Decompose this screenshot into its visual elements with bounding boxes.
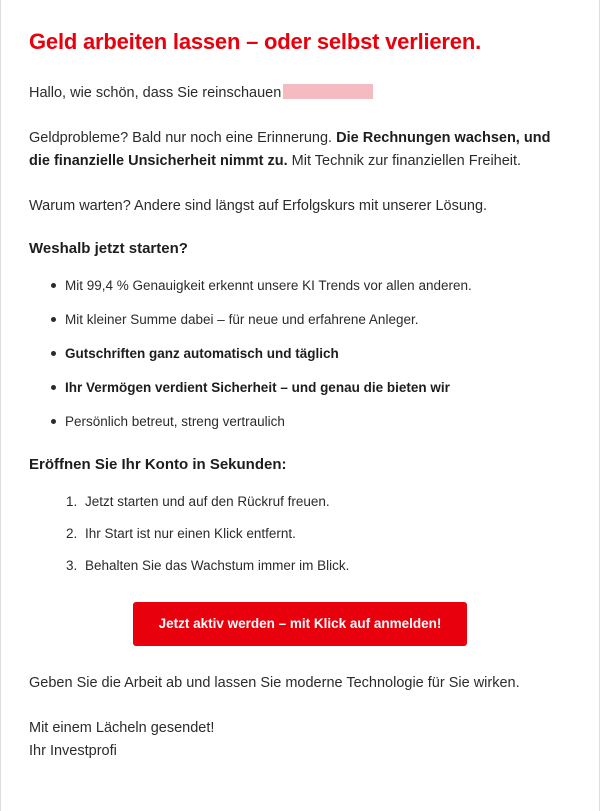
signoff: [29, 717, 571, 763]
intro-paragraph: [29, 127, 571, 173]
greeting-paragraph: [29, 82, 571, 105]
list-item: 1. Jetzt starten und auf den Rückruf freuen.: [81, 492, 571, 512]
benefits-list: [29, 276, 571, 432]
page-title: Geld arbeiten lassen – oder selbst verlieren.: [29, 29, 481, 54]
signup-cta-button[interactable]: Jetzt aktiv werden – mit Klick auf anmelden!: [133, 602, 468, 646]
list-item: Gutschriften ganz automatisch und täglich: [51, 344, 571, 364]
urgency-paragraph: Warum warten? Andere sind längst auf Erfolgskurs mit unserer Lösung.: [29, 198, 488, 214]
intro-text-part-2: Mit Technik zur finanziellen Freiheit.: [287, 153, 522, 169]
intro-text-part-1: Geldprobleme? Bald nur noch eine Erinnerung.: [29, 130, 337, 146]
steps-list: [29, 492, 571, 576]
cta-container: [29, 602, 571, 646]
list-item: Persönlich betreut, streng vertraulich: [51, 412, 571, 432]
list-item: Ihr Vermögen verdient Sicherheit – und genau die bieten wir: [51, 378, 571, 398]
list-item: 3. Behalten Sie das Wachstum immer im Blick.: [81, 556, 571, 576]
signoff-line-2: Ihr Investprofi: [29, 743, 117, 759]
greeting-text: Hallo, wie schön, dass Sie reinschauen: [29, 85, 282, 101]
list-item: Mit 99,4 % Genauigkeit erkennt unsere KI Trends vor allen anderen.: [51, 276, 571, 296]
intro-text-bold: Die Rechnungen wachsen, und die finanzielle Unsicherheit nimmt zu.: [29, 130, 551, 169]
redacted-recipient-name: [283, 84, 373, 99]
steps-subheading: Eröffnen Sie Ihr Konto in Sekunden:: [29, 456, 287, 473]
closing-paragraph: Geben Sie die Arbeit ab und lassen Sie moderne Technologie für Sie wirken.: [29, 675, 520, 691]
email-body: [1, 0, 599, 763]
benefits-subheading: Weshalb jetzt starten?: [29, 240, 188, 257]
list-item: 2. Ihr Start ist nur einen Klick entfernt.: [81, 524, 571, 544]
list-item: Mit kleiner Summe dabei – für neue und erfahrene Anleger.: [51, 310, 571, 330]
signoff-line-1: Mit einem Lächeln gesendet!: [29, 720, 215, 736]
